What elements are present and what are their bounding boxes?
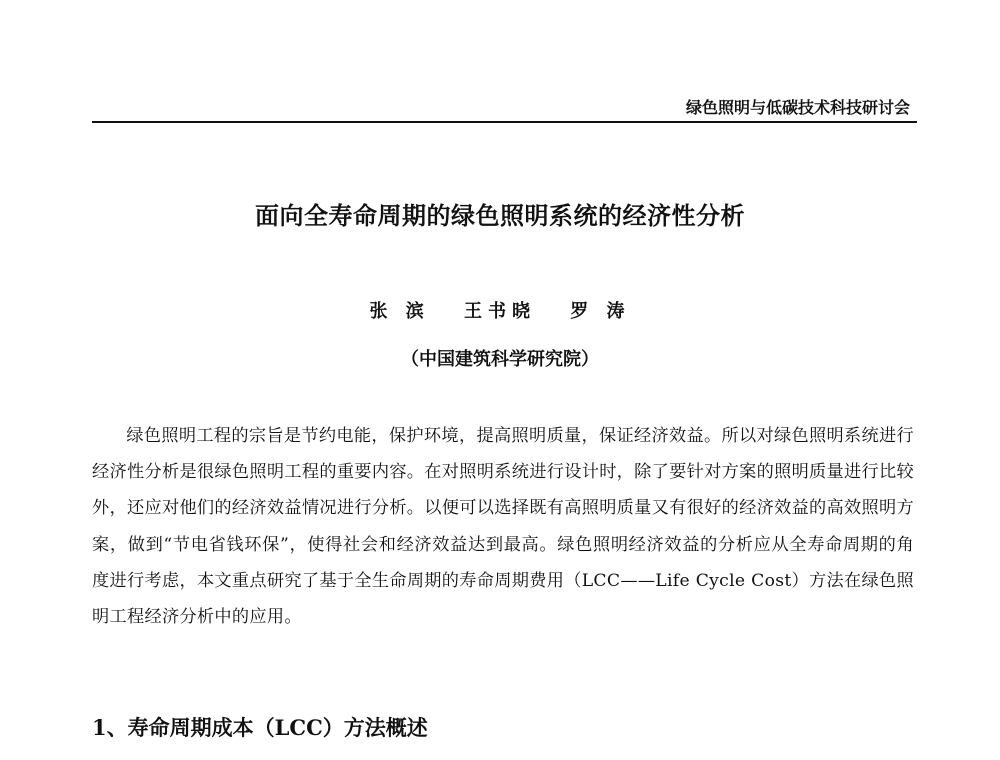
paper-title: 面向全寿命周期的绿色照明系统的经济性分析 bbox=[255, 202, 745, 230]
header-divider bbox=[92, 121, 917, 123]
abstract-paragraph: 绿色照明工程的宗旨是节约电能，保护环境，提高照明质量，保证经济效益。所以对绿色照明系统进行经济性分析是很绿色照明工程的重要内容。在对照明系统进行设计时，除了要针对方案的照明质量进行比较外，还应对他们的经济效益情况进行分析。以便可以选择既有高照明质量又有很好的经济效益的高效照明方案，做到“节电省钱环保”，使得社会和经济效益达到最高。绿色照明经济效益的分析应从全寿命周期的角度进行考虑，本文重点研究了基于全生命周期的寿命周期费用（LCC——Life Cycle Cost）方法在绿色照明工程经济分析中的应用。 bbox=[92, 426, 914, 628]
section-heading: 1、寿命周期成本（LCC）方法概述 bbox=[92, 715, 428, 740]
conference-header: 绿色照明与低碳技术科技研讨会 bbox=[685, 98, 910, 117]
author-name: 王书晓 bbox=[464, 301, 536, 322]
author-name: 张 滨 bbox=[369, 301, 430, 322]
author-affiliation: （中国建筑科学研究院） bbox=[401, 349, 599, 370]
author-list bbox=[0, 297, 1000, 323]
author-name: 罗 涛 bbox=[570, 301, 631, 322]
